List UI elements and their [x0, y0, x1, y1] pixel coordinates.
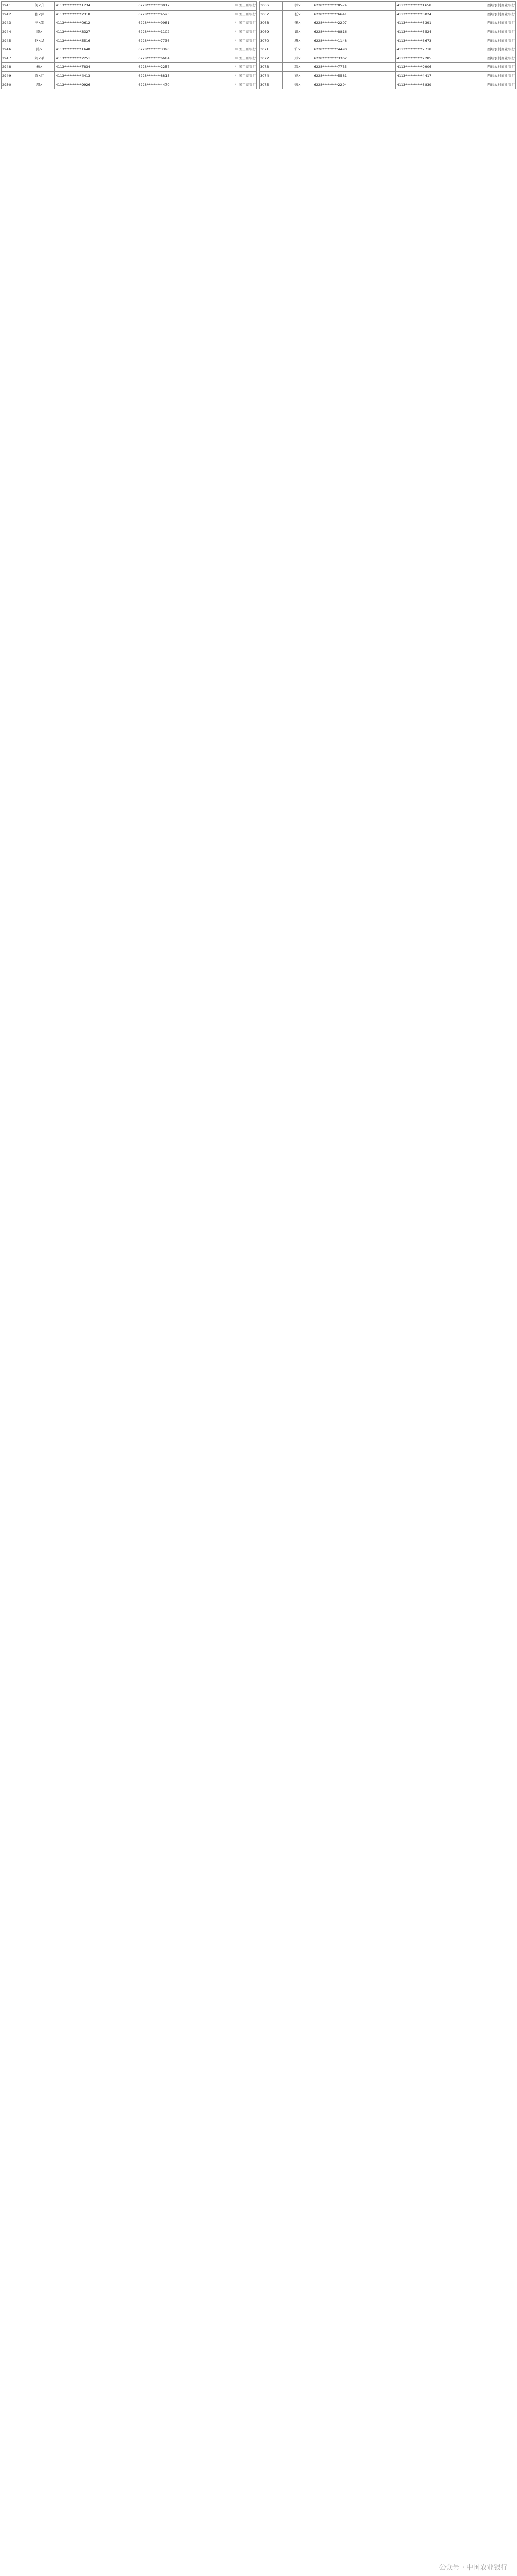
serial-cell: 3075 — [260, 80, 283, 89]
name-cell: 邓× — [282, 54, 313, 63]
serial-cell: 3073 — [260, 63, 283, 72]
name-cell: 杨× — [24, 63, 55, 72]
id-number-cell: 4113**********1648 — [55, 45, 137, 54]
id-number-cell: 6228*********3362 — [313, 54, 396, 63]
name-cell: 宋× — [282, 19, 313, 28]
table-row — [2, 71, 257, 80]
table-row — [2, 10, 257, 19]
bank-cell: 西峡农村商业银行 — [473, 45, 515, 54]
card-number-cell: 6228********0017 — [137, 2, 214, 11]
name-cell: 曹× — [282, 71, 313, 80]
card-number-cell: 4113**********4417 — [396, 71, 473, 80]
table-row — [260, 28, 516, 36]
serial-cell: 3066 — [260, 2, 283, 11]
name-cell: 陈× — [24, 45, 55, 54]
serial-cell: 3068 — [260, 19, 283, 28]
card-number-cell: 4113**********3391 — [396, 19, 473, 28]
bank-cell: 西峡农村商业银行 — [473, 54, 515, 63]
name-cell: 王×军 — [24, 19, 55, 28]
id-number-cell: 4113**********2251 — [55, 54, 137, 63]
bank-cell: 中国工商银行 — [214, 28, 257, 36]
card-number-cell: 6228********6684 — [137, 54, 214, 63]
id-number-cell: 4113**********5516 — [55, 36, 137, 45]
right-table — [259, 1, 516, 89]
name-cell: 唐× — [282, 36, 313, 45]
table-row — [2, 28, 257, 36]
serial-cell: 2946 — [2, 45, 24, 54]
id-number-cell: 6228*********2294 — [313, 80, 396, 89]
bank-cell: 中国工商银行 — [214, 36, 257, 45]
serial-cell: 2942 — [2, 10, 24, 19]
card-number-cell: 4113**********2285 — [396, 54, 473, 63]
id-number-cell: 4113**********3327 — [55, 28, 137, 36]
id-number-cell: 4113**********1234 — [55, 2, 137, 11]
table-row — [260, 80, 516, 89]
bank-cell: 西峡农村商业银行 — [473, 2, 515, 11]
name-cell: 刘×平 — [24, 54, 55, 63]
serial-cell: 2949 — [2, 71, 24, 80]
card-number-cell: 4113**********8839 — [396, 80, 473, 89]
card-number-cell: 6228********1102 — [137, 28, 214, 36]
serial-cell: 2948 — [2, 63, 24, 72]
name-cell: 李× — [24, 28, 55, 36]
id-number-cell: 4113**********4413 — [55, 71, 137, 80]
name-cell: 彭× — [282, 80, 313, 89]
id-number-cell: 6228*********1148 — [313, 36, 396, 45]
table-row — [260, 54, 516, 63]
table-row — [260, 45, 516, 54]
name-cell: 张×萍 — [24, 10, 55, 19]
bank-cell: 中国工商银行 — [214, 63, 257, 72]
id-number-cell: 4113**********2318 — [55, 10, 137, 19]
serial-cell: 3069 — [260, 28, 283, 36]
name-cell: 郭× — [282, 2, 313, 11]
card-number-cell: 4113**********0024 — [396, 10, 473, 19]
table-row — [2, 54, 257, 63]
serial-cell: 2941 — [2, 2, 24, 11]
name-cell: 赵×华 — [24, 36, 55, 45]
serial-cell: 3072 — [260, 54, 283, 63]
name-cell: 周× — [24, 80, 55, 89]
card-number-cell: 6228********8815 — [137, 71, 214, 80]
serial-cell: 2945 — [2, 36, 24, 45]
card-number-cell: 6228********3390 — [137, 45, 214, 54]
name-cell: 何×升 — [24, 2, 55, 11]
table-row — [2, 2, 257, 11]
id-number-cell: 6228*********0574 — [313, 2, 396, 11]
bank-cell: 中国工商银行 — [214, 71, 257, 80]
table-row — [260, 63, 516, 72]
serial-cell: 3074 — [260, 71, 283, 80]
name-cell: 许× — [282, 45, 313, 54]
bank-cell: 西峡农村商业银行 — [473, 71, 515, 80]
serial-cell: 2944 — [2, 28, 24, 36]
bank-cell: 西峡农村商业银行 — [473, 63, 515, 72]
right-table-body — [260, 2, 516, 89]
bank-cell: 西峡农村商业银行 — [473, 19, 515, 28]
bank-cell: 中国工商银行 — [214, 2, 257, 11]
id-number-cell: 6228*********8816 — [313, 28, 396, 36]
card-number-cell: 6228********9981 — [137, 19, 214, 28]
id-number-cell: 4113**********0612 — [55, 19, 137, 28]
bank-cell: 中国工商银行 — [214, 19, 257, 28]
table-row — [2, 45, 257, 54]
bank-cell: 中国工商银行 — [214, 54, 257, 63]
id-number-cell: 4113**********9926 — [55, 80, 137, 89]
name-cell: 冯× — [282, 63, 313, 72]
bank-cell: 西峡农村商业银行 — [473, 28, 515, 36]
table-row — [2, 19, 257, 28]
bank-cell: 中国工商银行 — [214, 80, 257, 89]
bank-cell: 西峡农村商业银行 — [473, 36, 515, 45]
table-row — [260, 2, 516, 11]
name-cell: 黄×红 — [24, 71, 55, 80]
card-number-cell: 6228********2257 — [137, 63, 214, 72]
serial-cell: 3070 — [260, 36, 283, 45]
serial-cell: 3067 — [260, 10, 283, 19]
table-row — [260, 10, 516, 19]
name-cell: 任× — [282, 10, 313, 19]
id-number-cell: 4113**********7834 — [55, 63, 137, 72]
left-table — [1, 1, 257, 89]
table-row — [260, 19, 516, 28]
id-number-cell: 6228*********2207 — [313, 19, 396, 28]
table-row — [2, 63, 257, 72]
table-row — [2, 80, 257, 89]
card-number-cell: 6228********4470 — [137, 80, 214, 89]
id-number-cell: 6228*********4490 — [313, 45, 396, 54]
bank-cell: 中国工商银行 — [214, 10, 257, 19]
watermark: 公众号 · 中国农业银行 — [439, 2564, 507, 2572]
id-number-cell: 6228*********7735 — [313, 63, 396, 72]
name-cell: 谢× — [282, 28, 313, 36]
card-number-cell: 4113**********6673 — [396, 36, 473, 45]
card-number-cell: 4113**********5524 — [396, 28, 473, 36]
bank-cell: 西峡农村商业银行 — [473, 80, 515, 89]
card-number-cell: 4113**********7718 — [396, 45, 473, 54]
table-row — [260, 36, 516, 45]
card-number-cell: 6228********4523 — [137, 10, 214, 19]
serial-cell: 2947 — [2, 54, 24, 63]
id-number-cell: 6228*********6641 — [313, 10, 396, 19]
id-number-cell: 6228*********5581 — [313, 71, 396, 80]
bank-cell: 西峡农村商业银行 — [473, 10, 515, 19]
serial-cell: 2950 — [2, 80, 24, 89]
left-table-body — [2, 2, 257, 89]
serial-cell: 2943 — [2, 19, 24, 28]
card-number-cell: 6228********7736 — [137, 36, 214, 45]
card-number-cell: 4113**********1658 — [396, 2, 473, 11]
bank-cell: 中国工商银行 — [214, 45, 257, 54]
table-row — [260, 71, 516, 80]
card-number-cell: 4113**********9906 — [396, 63, 473, 72]
table-row — [2, 36, 257, 45]
serial-cell: 3071 — [260, 45, 283, 54]
